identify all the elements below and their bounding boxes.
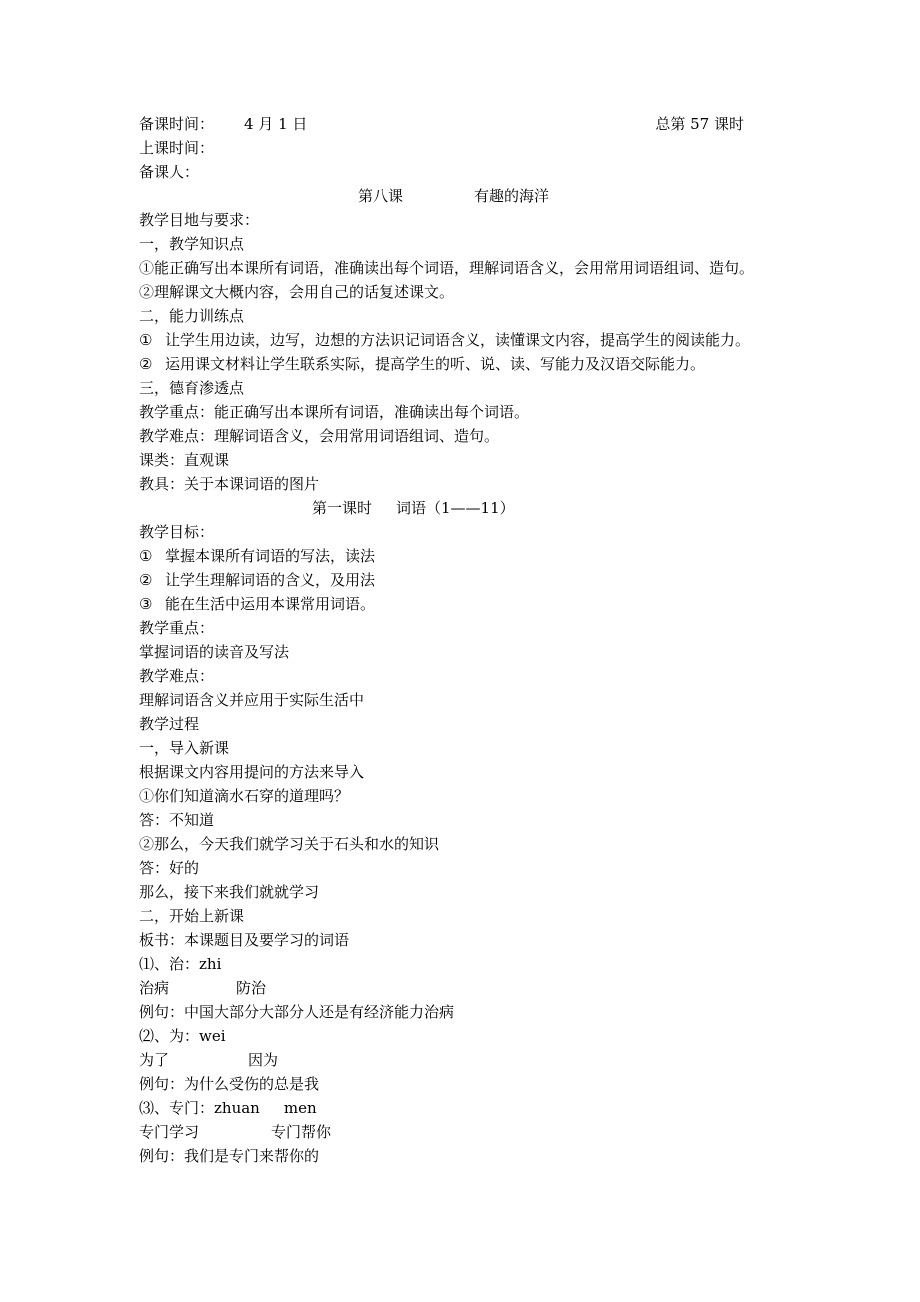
vocab-header: ⑶、专门：zhuan xyxy=(139,1099,260,1117)
vocab-header-pinyin: men xyxy=(283,1099,317,1117)
total-lessons: 总第 57 课时 xyxy=(655,115,744,133)
item-text: 让学生理解词语的含义，及用法 xyxy=(165,571,376,589)
item-marker: ① xyxy=(139,547,153,565)
knowledge-heading: 一，教学知识点 xyxy=(139,235,245,253)
item-text: 让学生用边读，边写，边想的方法识记词语含义，读懂课文内容，提高学生的阅读能力。 xyxy=(165,331,751,349)
item-text: 掌握本课所有词语的写法，读法 xyxy=(165,547,376,565)
question-1: ①你们知道滴水石穿的道理吗？ xyxy=(139,787,350,805)
item-marker: ③ xyxy=(139,595,153,613)
item-marker: ① xyxy=(139,331,153,349)
process-heading: 教学过程 xyxy=(139,715,200,733)
ability-heading: 二，能力训练点 xyxy=(139,307,245,325)
preparer-label: 备课人： xyxy=(139,163,200,181)
vocab-words-row xyxy=(139,976,789,1000)
item-text: 运用课文材料让学生联系实际，提高学生的听、说、读、写能力及汉语交际能力。 xyxy=(165,355,706,373)
period-key-heading: 教学重点： xyxy=(139,619,215,637)
lesson-title: 有趣的海洋 xyxy=(474,187,550,205)
prep-time-label: 备课时间： xyxy=(139,115,215,133)
period-difficulty-text: 理解词语含义并应用于实际生活中 xyxy=(139,691,365,709)
item-marker: ② xyxy=(139,571,153,589)
period-key-text: 掌握词语的读音及写法 xyxy=(139,643,290,661)
prep-time-value: 4 月 1 日 xyxy=(244,115,308,133)
item-text: 能在生活中运用本课常用词语。 xyxy=(165,595,376,613)
answer-1: 答：不知道 xyxy=(139,811,215,829)
vocab-example: 例句：中国大部分大部分人还是有经济能力治病 xyxy=(139,1003,455,1021)
vocab-word: 因为 xyxy=(248,1051,279,1069)
vocab-example: 例句：为什么受伤的总是我 xyxy=(139,1075,320,1093)
objectives-heading: 教学目地与要求： xyxy=(139,211,260,229)
ability-item xyxy=(139,352,789,376)
transition-text: 那么，接下来我们就就学习 xyxy=(139,883,320,901)
vocab-word: 专门学习 xyxy=(139,1123,200,1141)
period-topic: 词语（1——11） xyxy=(396,499,515,517)
vocab-word: 治病 xyxy=(139,979,170,997)
intro-heading: 一，导入新课 xyxy=(139,739,230,757)
prep-time-row xyxy=(139,112,789,136)
vocab-header: ⑵、为：wei xyxy=(139,1027,226,1045)
vocab-header-row xyxy=(139,1096,789,1120)
class-time-label: 上课时间： xyxy=(139,139,215,157)
vocab-words-row xyxy=(139,1048,789,1072)
goal-item xyxy=(139,592,789,616)
class-type: 课类：直观课 xyxy=(139,451,230,469)
vocab-words-row xyxy=(139,1120,789,1144)
difficulty-point: 教学难点：理解词语含义，会用常用词语组词、造句。 xyxy=(139,427,500,445)
question-2: ②那么，今天我们就学习关于石头和水的知识 xyxy=(139,835,440,853)
period-difficulty-heading: 教学难点： xyxy=(139,667,215,685)
vocab-word: 为了 xyxy=(139,1051,170,1069)
goal-item xyxy=(139,568,789,592)
vocab-header: ⑴、治：zhi xyxy=(139,955,222,973)
intro-text: 根据课文内容用提问的方法来导入 xyxy=(139,763,365,781)
knowledge-item: ②理解课文大概内容，会用自己的话复述课文。 xyxy=(139,283,455,301)
period-title-row xyxy=(139,496,789,520)
knowledge-item: ①能正确写出本课所有词语，准确读出每个词语，理解词语含义，会用常用词语组词、造句。 xyxy=(139,259,755,277)
answer-2: 答：好的 xyxy=(139,859,200,877)
new-lesson-heading: 二，开始上新课 xyxy=(139,907,245,925)
moral-heading: 三，德育渗透点 xyxy=(139,379,245,397)
ability-item xyxy=(139,328,789,352)
teaching-tools: 教具：关于本课词语的图片 xyxy=(139,475,320,493)
lesson-plan-document xyxy=(139,112,789,1168)
vocab-example: 例句：我们是专门来帮你的 xyxy=(139,1147,320,1165)
period-label: 第一课时 xyxy=(312,499,373,517)
vocab-word: 防治 xyxy=(236,979,267,997)
lesson-title-row xyxy=(139,184,789,208)
period-goals-heading: 教学目标： xyxy=(139,523,215,541)
lesson-number: 第八课 xyxy=(358,187,404,205)
key-point: 教学重点：能正确写出本课所有词语，准确读出每个词语。 xyxy=(139,403,530,421)
item-marker: ② xyxy=(139,355,153,373)
goal-item xyxy=(139,544,789,568)
board-text: 板书：本课题目及要学习的词语 xyxy=(139,931,350,949)
vocab-word: 专门帮你 xyxy=(271,1123,332,1141)
